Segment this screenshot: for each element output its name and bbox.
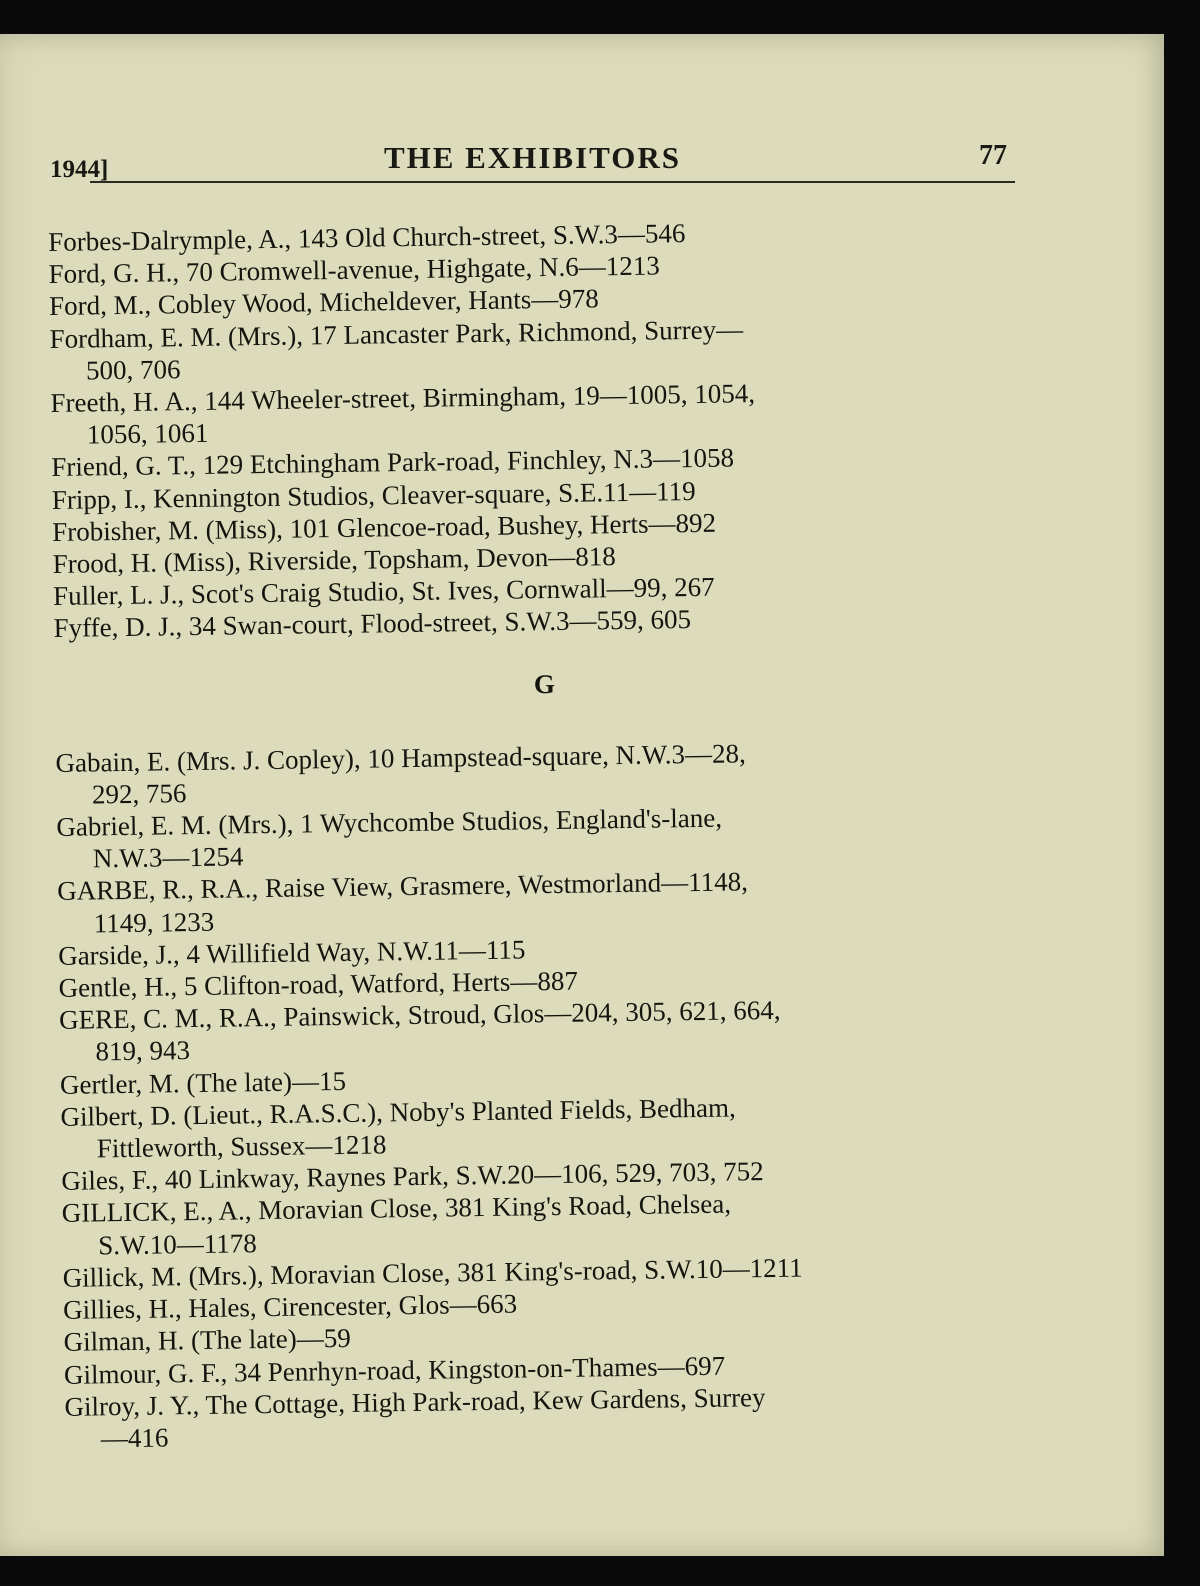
- entry-line: Giles, F., 40 Linkway, Raynes Park, S.W.20—106, 529, 703, 752: [61, 1156, 764, 1197]
- entry-line: Friend, G. T., 129 Etchingham Park-road, Finchley, N.3—1058: [51, 442, 735, 483]
- entry-line: Gilroy, J. Y., The Cottage, High Park-road, Kew Gardens, Surrey: [64, 1381, 766, 1422]
- entry-continuation: 1056, 1061: [86, 418, 209, 450]
- entry-continuation: 819, 943: [95, 1035, 191, 1067]
- entry-continuation: —416: [100, 1422, 169, 1454]
- entry-line: Gabriel, E. M. (Mrs.), 1 Wychcombe Studios, England's-lane,: [56, 802, 723, 842]
- book-page: [0, 34, 1164, 1556]
- entry-line: Fordham, E. M. (Mrs.), 17 Lancaster Park, Richmond, Surrey—: [49, 313, 744, 354]
- entry-line: Fripp, I., Kennington Studios, Cleaver-square, S.E.11—119: [51, 475, 696, 515]
- entry-line: Garside, J., 4 Willifield Way, N.W.11—115: [57, 934, 526, 971]
- entry-line: Gertler, M. (The late)—15: [59, 1065, 347, 1100]
- entry-continuation: 292, 756: [91, 777, 187, 810]
- entry-line: Forbes-Dalrymple, A., 143 Old Church-street, S.W.3—546: [48, 218, 686, 257]
- entry-line: Gilmour, G. F., 34 Penrhyn-road, Kingston-on-Thames—697: [63, 1350, 726, 1390]
- header-rule: [90, 181, 1015, 183]
- entry-line: Gabain, E. (Mrs. J. Copley), 10 Hampstead-square, N.W.3—28,: [55, 737, 747, 778]
- entry-line: Gilbert, D. (Lieut., R.A.S.C.), Noby's Planted Fields, Bedham,: [60, 1092, 736, 1132]
- entry-line: Ford, G. H., 70 Cromwell-avenue, Highgate, N.6—1213: [48, 250, 660, 290]
- entry-line: Gillick, M. (Mrs.), Moravian Close, 381 King's-road, S.W.10—1211: [62, 1252, 803, 1293]
- entry-line: GERE, C. M., R.A., Painswick, Stroud, Glos—204, 305, 621, 664,: [58, 995, 781, 1036]
- entry-line: Fyffe, D. J., 34 Swan-court, Flood-street, S.W.3—559, 605: [53, 604, 692, 644]
- entry-line: Fuller, L. J., Scot's Craig Studio, St. Ives, Cornwall—99, 267: [52, 571, 715, 612]
- exhibitor-list: [48, 212, 1065, 1455]
- entry-line: Frood, H. (Miss), Riverside, Topsham, Devon—818: [52, 541, 616, 579]
- entry-line: Ford, M., Cobley Wood, Micheldever, Hants—978: [48, 283, 599, 322]
- entry-line: GARBE, R., R.A., Raise View, Grasmere, Westmorland—1148,: [57, 866, 749, 907]
- entry-continuation: 500, 706: [85, 353, 181, 386]
- entry-line: Freeth, H. A., 144 Wheeler-street, Birmingham, 19—1005, 1054,: [50, 378, 756, 418]
- entry-continuation: Fittleworth, Sussex—1218: [96, 1129, 387, 1164]
- section-heading-g: G: [533, 668, 556, 699]
- entry-line: GILLICK, E., A., Moravian Close, 381 King's Road, Chelsea,: [61, 1189, 732, 1229]
- entry-continuation: S.W.10—1178: [98, 1227, 257, 1261]
- entry-line: Gentle, H., 5 Clifton-road, Watford, Herts—887: [58, 965, 579, 1003]
- header-year: 1944]: [50, 156, 109, 183]
- entry-line: Frobisher, M. (Miss), 101 Glencoe-road, Bushey, Herts—892: [52, 507, 717, 547]
- entry-line: Gillies, H., Hales, Cirencester, Glos—663: [62, 1288, 518, 1325]
- header-title: THE EXHIBITORS: [383, 140, 682, 175]
- entry-line: Gilman, H. (The late)—59: [63, 1323, 351, 1358]
- page-number: 77: [979, 140, 1007, 171]
- page-header: [50, 134, 1015, 194]
- entry-continuation: 1149, 1233: [93, 906, 215, 939]
- entry-continuation: N.W.3—1254: [92, 841, 244, 874]
